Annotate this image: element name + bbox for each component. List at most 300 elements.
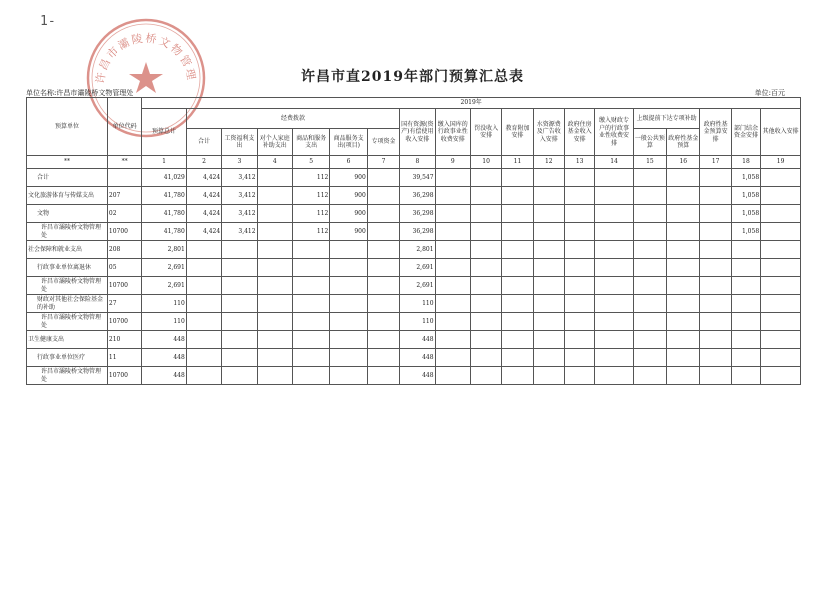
header-education-surcharge: 教育附加安排 [502, 109, 533, 156]
cell-empty [700, 223, 731, 241]
cell-empty [435, 295, 470, 313]
cell-goods: 112 [292, 169, 329, 187]
header-superior-transfer: 上级提前下达专项补助 [633, 109, 700, 129]
cell-other-income [761, 259, 801, 277]
cell-empty [595, 241, 633, 259]
cell-wages [222, 241, 257, 259]
cell-special [367, 349, 399, 367]
cell-empty [435, 169, 470, 187]
cell-empty [633, 205, 666, 223]
cell-wages: 3,412 [222, 223, 257, 241]
header-penalty: 罚没收入安排 [470, 109, 501, 156]
cell-empty [502, 349, 533, 367]
cell-goods: 112 [292, 205, 329, 223]
cell-goods [292, 331, 329, 349]
cell-special [367, 205, 399, 223]
cell-personal [257, 295, 292, 313]
column-number: 6 [330, 156, 367, 169]
table-row [27, 313, 801, 331]
cell-goods [292, 349, 329, 367]
cell-empty [595, 259, 633, 277]
row-code: 10700 [107, 277, 141, 295]
column-number: ** [27, 156, 108, 169]
cell-empty [595, 367, 633, 385]
cell-empty [667, 223, 700, 241]
row-name: 卫生健康支出 [27, 331, 108, 349]
cell-total: 448 [142, 349, 187, 367]
column-number: ** [107, 156, 141, 169]
row-name: 行政事业单位离退休 [27, 259, 108, 277]
cell-empty [502, 367, 533, 385]
row-name: 文物 [27, 205, 108, 223]
row-name: 许昌市灞陵桥文物管理处 [27, 367, 108, 385]
cell-special [367, 331, 399, 349]
budget-table [26, 97, 801, 385]
header-housing-fund: 政府住房基金收入安排 [564, 109, 594, 156]
column-number: 10 [470, 156, 501, 169]
header-gov-fund-budget: 政府性基金预算安排 [700, 109, 731, 156]
cell-subtotal [186, 349, 221, 367]
cell-goods [292, 241, 329, 259]
cell-empty [667, 259, 700, 277]
cell-empty [470, 367, 501, 385]
cell-empty [564, 205, 594, 223]
cell-balance: 1,058 [731, 205, 760, 223]
cell-subtotal [186, 241, 221, 259]
cell-personal [257, 169, 292, 187]
cell-empty [470, 187, 501, 205]
cell-subtotal: 4,424 [186, 187, 221, 205]
cell-empty [667, 349, 700, 367]
header-unit-code: 单位代码 [107, 98, 141, 156]
cell-empty [470, 223, 501, 241]
column-number: 8 [400, 156, 435, 169]
header-fiscal-admin-fee: 缴入国库的行政事业性收费安排 [435, 109, 470, 156]
cell-personal [257, 187, 292, 205]
header-gov-fund: 政府性基金预算 [667, 129, 700, 156]
cell-empty [533, 313, 564, 331]
cell-special [367, 259, 399, 277]
cell-empty [633, 259, 666, 277]
row-name: 财政对其他社会保险基金的补助 [27, 295, 108, 313]
cell-goods [292, 295, 329, 313]
cell-empty [564, 313, 594, 331]
column-number: 12 [533, 156, 564, 169]
table-row [27, 295, 801, 313]
row-code: 27 [107, 295, 141, 313]
cell-wages [222, 259, 257, 277]
cell-empty [435, 259, 470, 277]
cell-empty [564, 349, 594, 367]
cell-subtotal: 4,424 [186, 169, 221, 187]
cell-goods-project [330, 349, 367, 367]
table-row [27, 331, 801, 349]
cell-total: 110 [142, 295, 187, 313]
row-name: 合计 [27, 169, 108, 187]
svg-text:许昌市灞陵桥文物管理: 许昌市灞陵桥文物管理 [93, 31, 199, 85]
header-other-income: 其他收入安排 [761, 109, 801, 156]
cell-empty [564, 241, 594, 259]
cell-empty [502, 223, 533, 241]
page-title: 许昌市直2019年部门预算汇总表 [301, 69, 524, 85]
cell-empty [470, 259, 501, 277]
column-number: 9 [435, 156, 470, 169]
cell-other-income [761, 205, 801, 223]
cell-empty [533, 205, 564, 223]
cell-state-assets: 2,801 [400, 241, 435, 259]
cell-empty [667, 295, 700, 313]
cell-subtotal [186, 313, 221, 331]
cell-state-assets: 36,298 [400, 205, 435, 223]
cell-empty [633, 277, 666, 295]
cell-empty [564, 187, 594, 205]
cell-empty [667, 241, 700, 259]
row-name: 文化旅游体育与传媒支出 [27, 187, 108, 205]
row-code: 10700 [107, 313, 141, 331]
cell-state-assets: 448 [400, 349, 435, 367]
cell-empty [595, 205, 633, 223]
cell-balance [731, 367, 760, 385]
cell-other-income [761, 313, 801, 331]
cell-empty [595, 349, 633, 367]
cell-state-assets: 448 [400, 331, 435, 349]
cell-empty [564, 295, 594, 313]
cell-wages [222, 313, 257, 331]
cell-empty [435, 187, 470, 205]
cell-empty [435, 349, 470, 367]
cell-empty [595, 295, 633, 313]
cell-empty [564, 169, 594, 187]
cell-wages: 3,412 [222, 169, 257, 187]
cell-empty [700, 295, 731, 313]
cell-empty [502, 205, 533, 223]
cell-empty [533, 169, 564, 187]
cell-empty [502, 277, 533, 295]
cell-wages [222, 295, 257, 313]
cell-other-income [761, 277, 801, 295]
cell-empty [667, 367, 700, 385]
cell-personal [257, 349, 292, 367]
cell-empty [564, 367, 594, 385]
unit-label: 单位:百元 [754, 89, 785, 97]
cell-subtotal: 4,424 [186, 205, 221, 223]
cell-empty [533, 241, 564, 259]
column-number: 4 [257, 156, 292, 169]
cell-state-assets: 36,298 [400, 187, 435, 205]
cell-empty [700, 313, 731, 331]
table-row [27, 223, 801, 241]
cell-empty [435, 277, 470, 295]
cell-wages [222, 349, 257, 367]
cell-empty [700, 169, 731, 187]
table-row [27, 367, 801, 385]
cell-subtotal: 4,424 [186, 223, 221, 241]
header-year: 2019年 [142, 98, 801, 109]
cell-empty [700, 241, 731, 259]
cell-subtotal [186, 295, 221, 313]
cell-state-assets: 110 [400, 295, 435, 313]
table-row [27, 241, 801, 259]
cell-other-income [761, 223, 801, 241]
cell-other-income [761, 295, 801, 313]
cell-total: 41,780 [142, 223, 187, 241]
cell-personal [257, 331, 292, 349]
unit-name: 单位名称:许昌市灞陵桥文物管理处 [26, 89, 134, 97]
cell-empty [435, 367, 470, 385]
cell-empty [470, 295, 501, 313]
cell-total: 41,780 [142, 187, 187, 205]
cell-empty [633, 241, 666, 259]
cell-empty [633, 349, 666, 367]
cell-wages [222, 331, 257, 349]
cell-other-income [761, 169, 801, 187]
cell-empty [435, 223, 470, 241]
header-total-budget: 预算总计 [142, 109, 187, 156]
row-name: 行政事业单位医疗 [27, 349, 108, 367]
header-state-assets: 国有资源(资产)有偿使用收入安排 [400, 109, 435, 156]
cell-empty [502, 259, 533, 277]
cell-balance: 1,058 [731, 223, 760, 241]
cell-empty [700, 187, 731, 205]
cell-empty [533, 259, 564, 277]
cell-empty [470, 169, 501, 187]
cell-state-assets: 448 [400, 367, 435, 385]
cell-state-assets: 2,691 [400, 277, 435, 295]
header-wages: 工资福利支出 [222, 129, 257, 156]
header-special-funds: 专项资金 [367, 129, 399, 156]
cell-goods-project [330, 277, 367, 295]
cell-wages: 3,412 [222, 205, 257, 223]
row-code: 210 [107, 331, 141, 349]
cell-balance: 1,058 [731, 187, 760, 205]
row-code: 10700 [107, 367, 141, 385]
cell-empty [533, 223, 564, 241]
cell-empty [470, 205, 501, 223]
row-name: 许昌市灞陵桥文物管理处 [27, 277, 108, 295]
column-number: 16 [667, 156, 700, 169]
cell-empty [595, 331, 633, 349]
cell-special [367, 223, 399, 241]
cell-wages [222, 277, 257, 295]
header-personal-subsidy: 对个人家庭补助支出 [257, 129, 292, 156]
row-code: 02 [107, 205, 141, 223]
cell-empty [667, 205, 700, 223]
header-water-resources: 水资源费及广告收入安排 [533, 109, 564, 156]
row-code: 207 [107, 187, 141, 205]
cell-empty [502, 169, 533, 187]
cell-personal [257, 259, 292, 277]
cell-goods [292, 259, 329, 277]
cell-special [367, 187, 399, 205]
cell-balance [731, 241, 760, 259]
cell-state-assets: 36,298 [400, 223, 435, 241]
cell-goods [292, 313, 329, 331]
cell-goods: 112 [292, 223, 329, 241]
cell-empty [595, 313, 633, 331]
cell-empty [564, 259, 594, 277]
cell-empty [470, 277, 501, 295]
cell-empty [667, 313, 700, 331]
cell-empty [667, 187, 700, 205]
cell-empty [470, 313, 501, 331]
cell-empty [667, 169, 700, 187]
column-number: 1 [142, 156, 187, 169]
cell-balance [731, 277, 760, 295]
cell-empty [667, 277, 700, 295]
row-code: 05 [107, 259, 141, 277]
cell-empty [564, 331, 594, 349]
table-row [27, 277, 801, 295]
cell-empty [533, 277, 564, 295]
cell-balance [731, 331, 760, 349]
cell-special [367, 169, 399, 187]
table-row [27, 349, 801, 367]
cell-personal [257, 277, 292, 295]
table-row [27, 187, 801, 205]
cell-wages [222, 367, 257, 385]
cell-empty [470, 349, 501, 367]
cell-subtotal [186, 277, 221, 295]
cell-goods-project [330, 295, 367, 313]
cell-goods-project [330, 259, 367, 277]
cell-goods-project [330, 313, 367, 331]
cell-empty [470, 331, 501, 349]
header-budget-unit: 预算单位 [27, 98, 108, 156]
cell-total: 41,780 [142, 205, 187, 223]
cell-goods-project [330, 367, 367, 385]
cell-empty [533, 331, 564, 349]
cell-total: 448 [142, 331, 187, 349]
cell-subtotal [186, 331, 221, 349]
header-dept-balance: 部门结余资金安排 [731, 109, 760, 156]
header-general-public: 一般公共预算 [633, 129, 666, 156]
cell-total: 448 [142, 367, 187, 385]
column-number: 15 [633, 156, 666, 169]
column-number: 11 [502, 156, 533, 169]
cell-empty [633, 169, 666, 187]
header-goods-services-project: 商品服务支出(项目) [330, 129, 367, 156]
cell-total: 2,691 [142, 277, 187, 295]
cell-empty [533, 187, 564, 205]
cell-subtotal [186, 367, 221, 385]
cell-state-assets: 2,691 [400, 259, 435, 277]
cell-other-income [761, 349, 801, 367]
column-number: 17 [700, 156, 731, 169]
row-name: 许昌市灞陵桥文物管理处 [27, 223, 108, 241]
cell-empty [633, 331, 666, 349]
cell-empty [533, 367, 564, 385]
cell-empty [564, 223, 594, 241]
cell-goods-project [330, 241, 367, 259]
cell-empty [633, 295, 666, 313]
cell-empty [533, 295, 564, 313]
cell-total: 2,801 [142, 241, 187, 259]
cell-empty [502, 241, 533, 259]
cell-balance [731, 313, 760, 331]
row-code: 10700 [107, 223, 141, 241]
cell-total: 2,691 [142, 259, 187, 277]
cell-goods-project: 900 [330, 223, 367, 241]
table-row [27, 205, 801, 223]
cell-special [367, 241, 399, 259]
page-mark: 1- [40, 14, 56, 29]
cell-personal [257, 367, 292, 385]
cell-empty [502, 313, 533, 331]
cell-empty [502, 187, 533, 205]
column-number: 2 [186, 156, 221, 169]
cell-other-income [761, 241, 801, 259]
column-number: 14 [595, 156, 633, 169]
column-number-row [27, 156, 801, 169]
cell-empty [533, 349, 564, 367]
cell-special [367, 367, 399, 385]
column-number: 19 [761, 156, 801, 169]
cell-wages: 3,412 [222, 187, 257, 205]
cell-empty [633, 367, 666, 385]
cell-subtotal [186, 259, 221, 277]
cell-empty [700, 277, 731, 295]
header-fiscal-special-fee: 缴入财政专户的行政事业性收费安排 [595, 109, 633, 156]
cell-empty [435, 331, 470, 349]
row-code: 11 [107, 349, 141, 367]
cell-other-income [761, 331, 801, 349]
cell-balance [731, 259, 760, 277]
cell-empty [700, 349, 731, 367]
cell-other-income [761, 187, 801, 205]
header-goods-services: 商品和服务支出 [292, 129, 329, 156]
cell-empty [700, 331, 731, 349]
cell-balance: 1,058 [731, 169, 760, 187]
column-number: 5 [292, 156, 329, 169]
cell-empty [595, 223, 633, 241]
cell-personal [257, 313, 292, 331]
cell-state-assets: 39,547 [400, 169, 435, 187]
cell-special [367, 277, 399, 295]
cell-goods-project [330, 331, 367, 349]
cell-empty [700, 367, 731, 385]
column-number: 18 [731, 156, 760, 169]
cell-empty [470, 241, 501, 259]
cell-empty [595, 277, 633, 295]
cell-total: 41,029 [142, 169, 187, 187]
table-row [27, 169, 801, 187]
cell-empty [700, 205, 731, 223]
cell-special [367, 313, 399, 331]
row-code: 208 [107, 241, 141, 259]
row-name: 社会保障和就业支出 [27, 241, 108, 259]
column-number: 7 [367, 156, 399, 169]
cell-empty [633, 187, 666, 205]
row-code [107, 169, 141, 187]
column-number: 13 [564, 156, 594, 169]
table-row [27, 259, 801, 277]
cell-goods: 112 [292, 187, 329, 205]
row-name: 许昌市灞陵桥文物管理处 [27, 313, 108, 331]
cell-empty [595, 169, 633, 187]
cell-empty [502, 295, 533, 313]
cell-empty [700, 259, 731, 277]
cell-goods-project: 900 [330, 187, 367, 205]
cell-empty [435, 241, 470, 259]
cell-goods-project: 900 [330, 169, 367, 187]
header-subtotal: 合计 [186, 129, 221, 156]
cell-goods [292, 367, 329, 385]
cell-empty [633, 313, 666, 331]
cell-balance [731, 295, 760, 313]
cell-empty [435, 205, 470, 223]
cell-empty [435, 313, 470, 331]
cell-balance [731, 349, 760, 367]
